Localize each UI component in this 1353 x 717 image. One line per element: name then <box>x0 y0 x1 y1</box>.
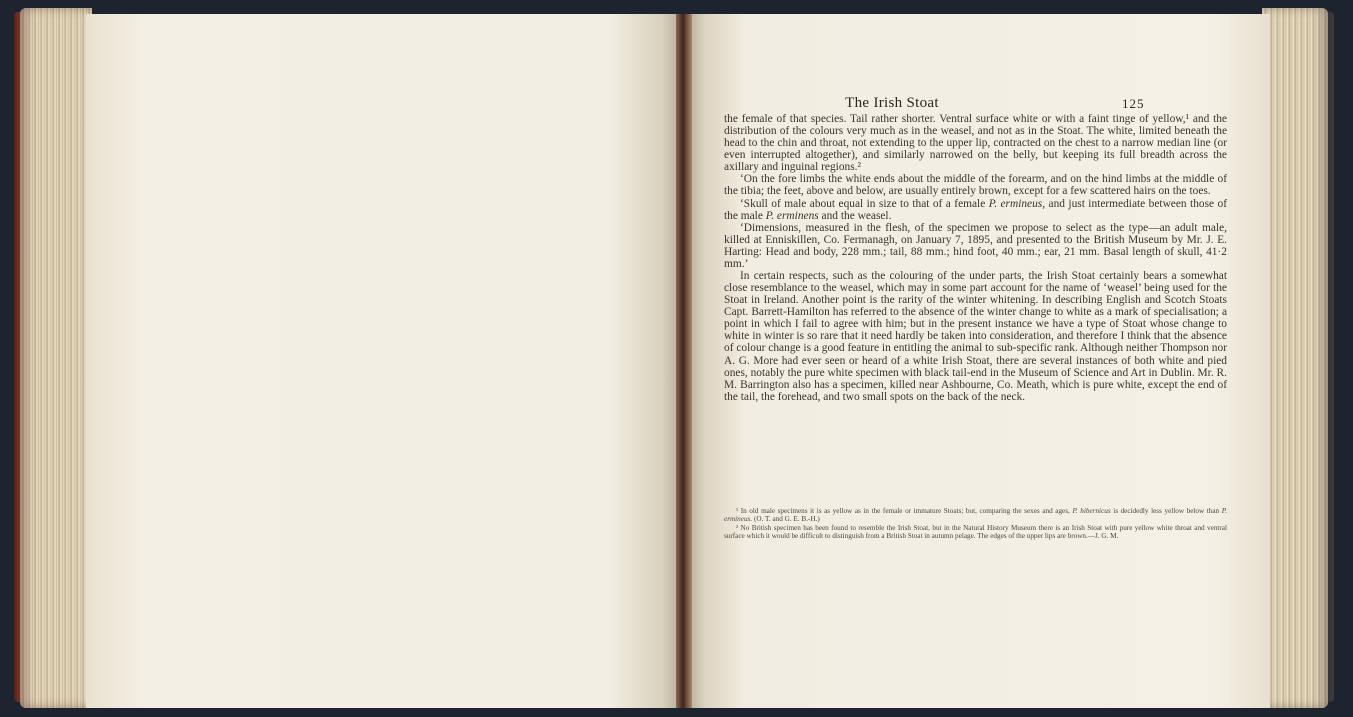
left-page-stack <box>20 8 92 708</box>
paragraph: the female of that species. Tail rather shorter. Ventral surface white or with a faint tinge of yellow,¹ and the distribution of the colours very much as in the weasel, and not as in the Stoat. The white, limited beneath the head to the chin and throat, not extending to the upper lip, contracted on the chest to a narrow median line (or even interrupted altogether), and similarly narrowed on the belly, but keeping its full breadth across the axillary and inguinal regions.² <box>724 113 1227 174</box>
footnote-text: is decidedly less yellow below than <box>1110 507 1222 515</box>
species-name: P. ermineus. <box>724 507 1227 524</box>
species-name: P. ermineus, <box>988 197 1046 210</box>
footnote: ² No British specimen has been found to resemble the Irish Stoat, but in the Natural History Museum there is an Irish Stoat with pure yellow white throat and ventral surface which it would be difficult to distinguish from a British Stoat in autumn pelage. The edges of the upper lips are brown.—J. G. M. <box>724 523 1227 541</box>
footnote-text: ¹ In old male specimens it is as yellow as in the female or immature Stoats; but, comparing the sexes and ages, <box>736 507 1073 515</box>
footnotes <box>724 507 1227 541</box>
paragraph: ‘On the fore limbs the white ends about the middle of the forearm, and on the hind limbs at the middle of the tibia; the feet, above and below, are usually entirely brown, except for a few scattered hairs on the toes. <box>724 173 1227 198</box>
paragraph: ‘Dimensions, measured in the flesh, of the specimen we propose to select as the type—an adult male, killed at Enniskillen, Co. Fermanagh, on January 7, 1895, and presented to the British Museum by Mr. J. E. Harting: Head and body, 228 mm.; tail, 88 mm.; hind foot, 40 mm.; ear, 21 mm. Basal length of skull, 41·2 mm.’ <box>724 221 1227 270</box>
footnote <box>724 507 1227 524</box>
paragraph-text: and just intermediate between those of the male <box>724 197 1228 222</box>
running-head-title: The Irish Stoat <box>845 95 939 111</box>
paragraph-text: ‘Skull of male about equal in size to that of a female <box>740 197 989 210</box>
species-name: P. erminens <box>765 209 819 222</box>
right-page-stack <box>1262 8 1328 708</box>
paragraph-text: and the weasel. <box>818 209 892 222</box>
paragraph <box>724 198 1227 222</box>
left-blank-page <box>86 14 680 708</box>
body-text <box>724 113 1227 403</box>
footnote-text: (O. T. and G. E. B.-H.) <box>752 515 820 524</box>
species-name: P. hibernicus <box>1072 507 1111 515</box>
book-gutter <box>676 14 692 708</box>
paragraph: In certain respects, such as the colouring of the under parts, the Irish Stoat certainly bears a somewhat close resemblance to the weasel, which may in some part account for the name of ‘weasel’ being used for the Stoat in Ireland. Another point is the rarity of the winter whitening. In describing English and Scotch Stoats Capt. Barrett-Hamilton has referred to the absence of the winter change to white as a mark of specialisation; a point in which I fail to agree with him; but in the present instance we have a type of Stoat whose change to white in winter is so rare that it need hardly be taken into consideration, and therefore I think that the absence of colour change is a good feature in entitling the animal to sub-specific rank. Although neither Thompson nor A. G. More had ever seen or heard of a white Irish Stoat, there are several instances of both white and pied ones, notably the pure white specimen with black tail-end in the Museum of Science and Art in Dublin. Mr. R. M. Barrington also has a specimen, killed near Ashbourne, Co. Meath, which is pure white, except the end of the tail, the forehead, and two small spots on the back of the neck. <box>724 270 1227 403</box>
page-number: 125 <box>1122 96 1145 111</box>
